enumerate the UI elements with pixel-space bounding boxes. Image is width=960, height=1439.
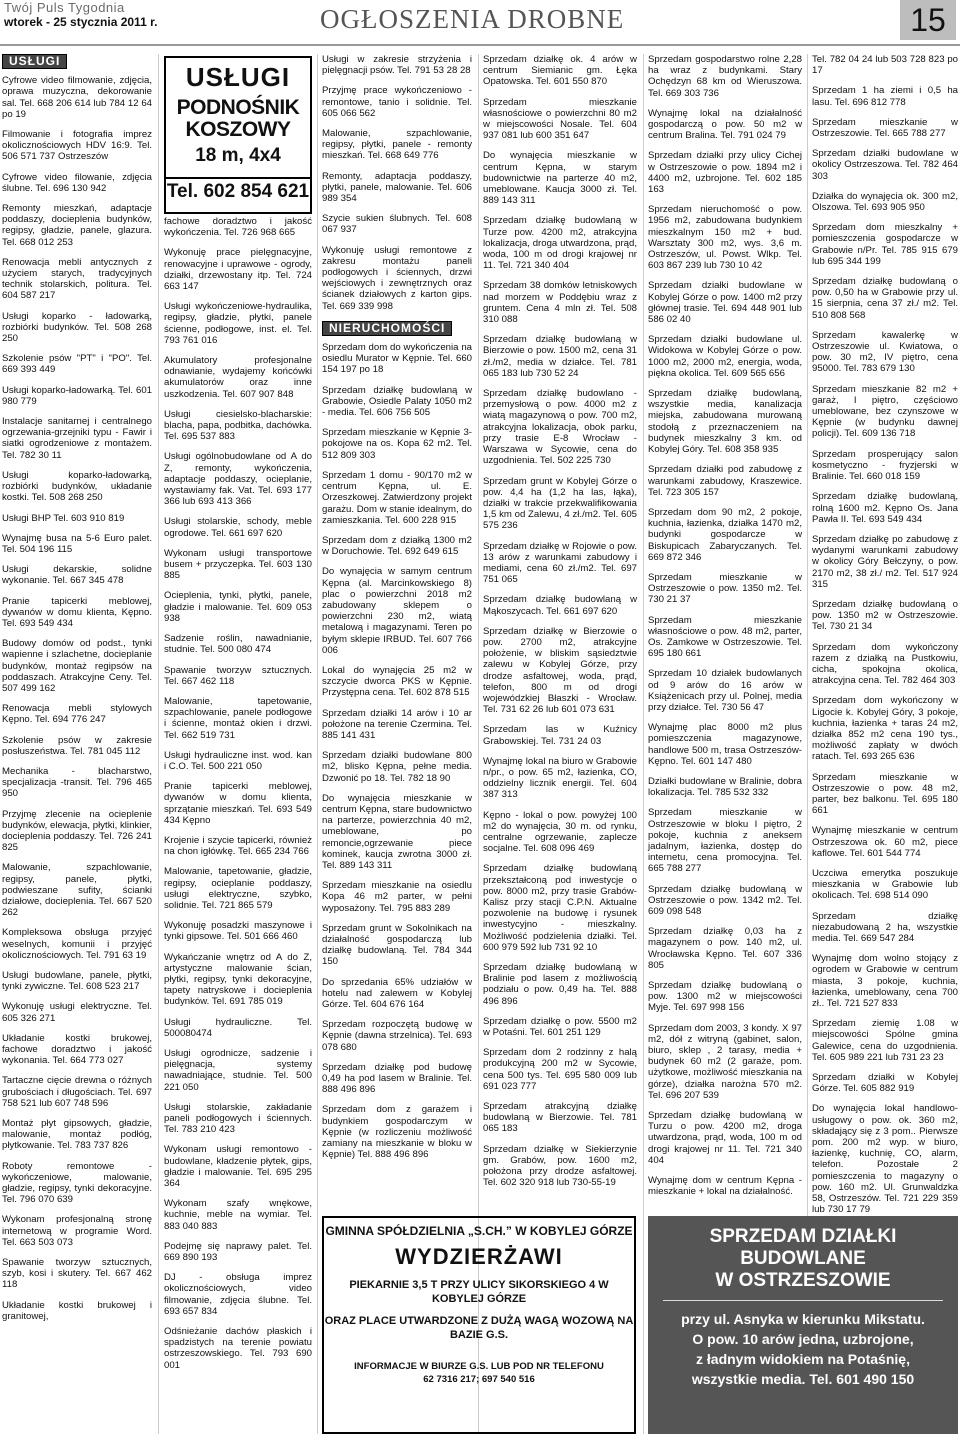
classified-ad: Do wynajęcia mieszkanie w centrum Kępna, w starym budownictwie na parterze 40 m2, umeblowane. Kaucja 3000 zł. Tel. 889 143 311 xyxy=(483,150,637,207)
podnosnik-ad xyxy=(164,56,312,214)
classified-ad: Sprzedam działkę ok. 4 arów w centrum Siemianic gm. Łęka Opatowska. Tel. 601 550 870 xyxy=(483,54,637,88)
ad-spec: 18 m, 4x4 xyxy=(195,145,281,166)
ad-phone: 62 7316 217; 697 540 516 xyxy=(423,1374,535,1385)
classified-ad: Budowy domów od podst., tynki wapienne i szlachetne, docieplanie budynków, montaż regipsów na poddaszach. Atrakcyjne Ceny. Tel. 507 499 162 xyxy=(2,638,152,694)
ad-subheading: PODNOŚNIK KOSZOWY xyxy=(176,96,300,141)
classified-ad: Sprzedam dom 2 rodzinny z halą produkcyjną 200 m2 w Sycowie, cena 500 tys. Tel. 695 580 009 lub 691 023 777 xyxy=(483,1047,637,1092)
classified-ad: Malowanie, tapetowanie, szpachlowanie, panele podłogowe i ścienne, montaż okien i drzwi. Tel. 662 519 731 xyxy=(164,695,312,741)
ad-heading: SPRZEDAM DZIAŁKI BUDOWLANE xyxy=(709,1226,897,1269)
classified-ad: Sprzedam mieszkanie własnościowe o pow. 48 m2, parter, Os. Zamkowe w Ostrzeszowie. Tel. 695 180 661 xyxy=(648,614,802,660)
ad-line: O pow. 10 arów jedna, uzbrojone, xyxy=(692,1331,914,1347)
classified-ad: fachowe doradztwo i jakość wykończenia. Tel. 726 968 665 xyxy=(164,216,312,239)
classified-ad: Sprzedam mieszkanie własnościowe o powierzchni 80 m2 w miejscowości Nosale. Tel. 604 937 081 lub 600 351 647 xyxy=(483,96,637,142)
classified-ad: Wynajmę mieszkanie w centrum Ostrzeszowa ok. 60 m2, piece kaflowe. Tel. 601 544 774 xyxy=(812,825,958,859)
classified-ad: Malowanie, tapetowanie, gładzie, regipsy, ocieplanie poddaszy, usługi elektryczne, szybko, solidnie. Tel. 721 865 579 xyxy=(164,866,312,911)
classified-ad: Sprzedam działkę budowlaną przekształconą pod inwestycje o pow. 8000 m2, przy trasie Grabów- Kalisz przy stacji C.P.N. Aktualne pozwolenie na budowę i rysunek inwestycyjno - mieszkalny. Możliwość podzielenia działki. Tel. 600 979 592 lub 731 92 10 xyxy=(483,863,637,953)
classified-ad: Sprzedam mieszkanie w Ostrzeszowie o pow. 48 m2, parter, bez balkonu. Tel. 695 180 661 xyxy=(812,771,958,817)
ad-separator xyxy=(663,1300,943,1301)
classified-ad: Sadzenie roślin, nawadnianie, studnie. Tel. 500 080 474 xyxy=(164,633,312,656)
classified-ad: Renowacja mebli stylowych Kępno. Tel. 694 776 247 xyxy=(2,703,152,726)
classified-ad: Sprzedam grunt w Kobylej Górze o pow. 4,4 ha (1,2 ha las, łąka), działki w trakcie przekwalifikowania 1,5 km od Zalewu, 4 zł./m2. Tel. 605 575 236 xyxy=(483,475,637,532)
classified-ad: Wykonuję usługi elektryczne. Tel. 605 326 271 xyxy=(2,1001,152,1024)
nieruchomosci-label: NIERUCHOMOŚCI xyxy=(322,321,452,336)
ad-list xyxy=(322,342,472,1160)
ad-subheading: W OSTRZESZOWIE xyxy=(715,1270,891,1291)
classified-ad: Tel. 782 04 24 lub 503 728 823 po 17 xyxy=(812,54,958,77)
classified-ad: Sprzedam ziemię 1.08 w miejscowości Spólne gmina Galewice, cena do uzgodnienia. Tel. 605 989 221 lub 731 23 23 xyxy=(812,1018,958,1063)
classified-ad: Do wynajęcia mieszkanie w centrum Kępna, stare budownictwo na parterze, powierzchnia 40 m2, umeblowane, po remoncie,ogrzewanie piece kominek, kaucja zwrotna 3000 zł. Tel. 889 143 311 xyxy=(322,792,472,871)
classified-ad: Krojenie i szycie tapicerki, również na chon igłówkę. Tel. 665 234 766 xyxy=(164,834,312,858)
classified-ad: Sprzedam działkę budowlaną o pow. 1300 m2 w miejscowości Myje. Tel. 697 998 156 xyxy=(648,980,802,1014)
classified-ad: Sprzedam dom do wykończenia na osiedlu Murator w Kępnie. Tel. 660 154 197 po 18 xyxy=(322,342,472,376)
classified-ad: Usługi koparko-ładowarką, rozbiórki budynków, układanie kostki. Tel. 508 268 250 xyxy=(2,469,152,504)
classified-ad: Sprzedam działki przy ulicy Cichej w Ostrzeszowie o pow. 1894 m2 i 4400 m2, uzbrojone. Tel. 602 185 163 xyxy=(648,150,802,196)
classified-ad: Sprzedam dom z działką 1300 m2 w Doruchowie. Tel. 692 649 615 xyxy=(322,534,472,558)
classified-ad: Usługi stolarskie, schody, meble ogrodowe. Tel. 661 697 620 xyxy=(164,516,312,539)
classified-ad: Usługi hydrauliczne. Tel. 500080474 xyxy=(164,1016,312,1039)
issue-date: wtorek - 25 stycznia 2011 r. xyxy=(4,15,158,29)
classified-ad: Renowacja mebli antycznych z użyciem starych, tradycyjnych technik stolarskich, politura. Tel. 604 587 217 xyxy=(2,256,152,302)
classified-ad: Sprzedam kawalerkę w Ostrzeszowie ul. Kwiatowa, o pow. 30 m2, IV piętro, cena 95000. Tel. 783 679 130 xyxy=(812,329,958,375)
column-divider xyxy=(158,54,159,1434)
classified-ad: Sprzedam działkę budowlano - przemysłową o pow. 4000 m2 z wiatą magazynową o pow. 700 m2, atrakcyjna lokalizacja, obok parku, przy trasie E-8 Wrocław - Warszawa w Sycowie, cena do uzgodnienia. Tel. 502 225 730 xyxy=(483,388,637,467)
classified-ad: Sprzedam las w Kuźnicy Grabowskiej. Tel. 731 24 03 xyxy=(483,724,637,747)
ad-line: wszystkie media. Tel. 601 490 150 xyxy=(691,1371,915,1387)
classified-ad: Usługi hydrauliczne inst. wod. kan i C.O. Tel. 500 221 050 xyxy=(164,749,312,772)
column-divider xyxy=(317,54,318,1434)
classified-ad: Filmowanie i fotografia imprez okolicznościowych HDV 16:9. Tel. 506 571 737 Ostrzeszów xyxy=(2,129,152,163)
classified-ad: Lokal do wynajęcia 25 m2 w szczycie dworca PKS w Kępnie. Przystępna cena. Tel. 602 878 515 xyxy=(322,664,472,699)
classified-ad: Sprzedam działkę pod budowę 0,49 ha pod lasem w Bralinie. Tel. 888 496 896 xyxy=(322,1061,472,1096)
classified-ad: Sprzedam działkę budowlaną w Bralinie pod lasem z możliwością podziału o pow. 0,49 ha. Tel. 888 496 896 xyxy=(483,962,637,1007)
classified-ad: Sprzedam działkę w Rojowie o pow. 13 arów z warunkami zabudowy i mediami, cena 60 zł./m2. Tel. 697 751 065 xyxy=(483,540,637,586)
column-divider xyxy=(643,54,644,1434)
classified-ad: Sprzedam mieszkanie 82 m2 + garaż, I piętro, częściowo umeblowane, bez czynszowe w Kępnie (w budynku dawnej policji). Tel. 609 136 718 xyxy=(812,383,958,440)
classified-ad: Działki budowlane w Bralinie, dobra lokalizacja. Tel. 785 532 332 xyxy=(648,775,802,799)
classified-ad: Sprzedam rozpoczętą budowę w Kępnie (dawna strzelnica). Tel. 693 078 680 xyxy=(322,1019,472,1053)
classified-ad: Cyfrowe video filowanie, zdjęcia ślubne. Tel. 696 130 942 xyxy=(2,171,152,194)
classified-ad: Sprzedam działkę budowlaną w Bierzowie o pow. 1500 m2, cena 31 zł./m2, media w działce. Tel. 781 065 183 lub 730 52 24 xyxy=(483,334,637,379)
classified-ad: Usługi w zakresie strzyżenia i pielęgnacji psów. Tel. 791 53 28 28 xyxy=(322,54,472,77)
classified-ad: Sprzedam działkę budowlaną o pow. 0,50 ha w Grabowie przy ul. 15 sierpnia, cena 37 zł./ m2. Tel. 510 808 568 xyxy=(812,276,958,321)
classified-ad: Sprzedam mieszkanie na osiedlu Kopa 46 m2 parter, w pełni wyposażony. Tel. 795 883 289 xyxy=(322,880,472,914)
ad-offer-2: ORAZ PLACE UTWARDZONE Z DUŻĄ WAGĄ WOZOWĄ NA BAZIE G.S. xyxy=(324,1315,634,1341)
classified-ad: Sprzedam dom 90 m2, 2 pokoje, kuchnia, łazienka, działka 1470 m2, budynki gospodarcze w Biskupicach Zabaryczanych. Tel. 669 872 346 xyxy=(648,506,802,563)
classified-ad: Sprzedam działki budowlane w Kobylej Górze o pow. 1400 m2 przy głównej trasie. Tel. 694 448 901 lub 586 02 40 xyxy=(648,280,802,326)
classified-ad: Sprzedam mieszkanie w Ostrzeszowie w bloku I piętro, 2 pokoje, kuchnia z aneksem jadalnym, łazienka, dostęp do internetu, cena promocyjna. Tel. 665 788 277 xyxy=(648,807,802,875)
classified-ad: Ocieplenia, tynki, płytki, panele, gładzie i malowanie. Tel. 609 053 938 xyxy=(164,590,312,624)
classified-ad: Remonty mieszkań, adaptacje poddaszy, docieplenia budynków, regipsy, gładzie, panele, glazura. Tel. 668 012 253 xyxy=(2,203,152,248)
classified-ad: Sprzedam gospodarstwo rolne 2,28 ha wraz z budynkami. Stary Ochędzyn 68 km od Wieruszowa. Tel. 669 303 736 xyxy=(648,54,802,99)
column-3 xyxy=(322,54,472,1161)
classified-ad: Wykonuję prace pielęgnacyjne, renowacyjne i uprawowe - ogrody, działki, drzewostany itp. Tel. 724 663 147 xyxy=(164,247,312,293)
classified-ad: Wynajmę dom w centrum Kępna - mieszkanie + lokal na działalność. xyxy=(648,1175,802,1198)
classified-ad: Cyfrowe video filmowanie, zdjęcia, oprawa muzyczna, dekorowanie sal. Tel. 668 206 614 lub 784 12 64 po 19 xyxy=(2,75,152,120)
classified-ad: Usługi stolarskie, zakładanie paneli podłogowych i ściennych. Tel. 783 210 423 xyxy=(164,1101,312,1136)
classified-ad: Wynajmę dom wolno stojący z ogrodem w Grabowie w centrum miasta, 3 pokoje, kuchnia, łazienka, umeblowany, cena 700 zł.. Tel. 721 527 833 xyxy=(812,953,958,1010)
classified-ad: Malowanie, szpachlowanie, regipsy, płytki, panele - remonty mieszkań. Tel. 668 649 776 xyxy=(322,128,472,162)
classified-ad: Do wynajęcia w samym centrum Kępna (al. Marcinkowskiego 8) plac o powierzchni 2018 m2 zabudowany sklepem o powierzchni 230 m2, wiatą metalową i magazynami. Teren po byłym sklepie IRBUD. Tel. 607 766 006 xyxy=(322,566,472,656)
classified-ad: DJ - obsługa imprez okolicznościowych, video filmowanie, zdjęcia ślubne. Tel. 693 657 834 xyxy=(164,1272,312,1317)
classified-ad: Roboty remontowe - wykończeniowe, malowanie, gładzie, regipsy, tynki dekoracyjne. Tel. 796 070 639 xyxy=(2,1160,152,1206)
ad-list xyxy=(322,54,472,312)
classified-ad: Do sprzedania 65% udziałów w hotelu nad zalewem w Kobylej Górze. Tel. 604 676 164 xyxy=(322,976,472,1011)
ad-list xyxy=(164,216,312,1371)
classified-ad: Spawanie tworzyw sztucznych, szyb, kosi i skutery. Tel. 667 462 118 xyxy=(2,1257,152,1291)
page-header xyxy=(0,0,960,44)
classified-ad: Przyjmę prace wykończeniowo - remontowe, tanio i solidnie. Tel. 605 066 562 xyxy=(322,85,472,119)
classified-ad: Sprzedam dom wykończony w Ligocie k. Kobylej Góry, 3 pokoje, kuchnia, łazienka + taras 24 m2, działka 852 m2 cena 190 tys., możliwość zapłaty w dwóch ratach. Tel. 693 265 636 xyxy=(812,695,958,763)
classified-ad: Przyjmę zlecenie na ocieplenie budynków, elewacja, płytki, klinkier, docieplenia poddaszy. Tel. 726 241 825 xyxy=(2,808,152,854)
classified-ad: Pranie tapicerki meblowej, dywanów w domu klienta, Kępno. Tel. 693 549 434 xyxy=(2,595,152,629)
ad-info: INFORMACJE W BIURZE G.S. LUB POD NR TELEFONU xyxy=(354,1361,604,1372)
classified-ad: Sprzedam działki w Kobylej Górze. Tel. 605 882 919 xyxy=(812,1072,958,1095)
classified-ad: Tartaczne cięcie drewna o różnych grubościach i długościach. Tel. 697 758 521 lub 607 748 596 xyxy=(2,1075,152,1109)
classified-ad: Sprzedam działkę budowlaną w Turze pow. 4200 m2, atrakcyjna lokalizacja, droga utwardzona, prąd, woda, 100 m od drogi krajowej nr 11. Tel. 721 340 404 xyxy=(483,215,637,272)
classified-ad: Sprzedam atrakcyjną działkę budowlaną w Bierzowie. Tel. 781 065 183 xyxy=(483,1101,637,1135)
classified-ad: Sprzedam 38 domków letniskowych nad morzem w Poddębiu wraz z gruntem. Cena 4 mln zł. Tel. 508 310 088 xyxy=(483,280,637,326)
column-1 xyxy=(2,54,152,1434)
classified-ad: Układanie kostki brukowej i granitowej, xyxy=(2,1299,152,1322)
classified-ad: Szkolenie psów "PT" i "PO". Tel. 669 393 449 xyxy=(2,353,152,376)
classified-ad: Szkolenie psów w zakresie posłuszeństwa. Tel. 781 045 112 xyxy=(2,734,152,757)
classified-ad: Sprzedam działkę w Bierzowie o pow. 2700 m2, atrakcyjne położenie, w bliskim sąsiedztwie zalewu w Kobylej Górze, przy drodze asfaltowej, woda, prąd, telefon, 800 m od drogi wojewódzkiej Błaszki - Wrocław. Tel. 731 62 26 lub 601 073 631 xyxy=(483,625,637,716)
classified-ad: Wynajmę plac 8000 m2 plus pomieszczenia magazynowe, handlowe 500 m, trasa Ostrzeszów- Kępno. Tel. 601 147 480 xyxy=(648,722,802,767)
classified-ad: Usługi ciesielsko-blacharskie: blacha, papa, podbitka, dachówka. Tel. 695 537 883 xyxy=(164,408,312,443)
classified-ad: Usługi wykończeniowe-hydraulika, regipsy, gładzie, płytki, panele ścienne, podłogowe, inst. el. Tel. 793 761 016 xyxy=(164,301,312,346)
classified-ad: Usługi koparko - ładowarką, rozbiórki budynków. Tel. 508 268 250 xyxy=(2,310,152,345)
classified-ad: Kompleksowa obsługa przyjęć weselnych, komunii i przyjęć okolicznościowych. Tel. 791 63 19 xyxy=(2,927,152,961)
classified-ad: Sprzedam działki 14 arów i 10 ar położone na terenie Czermina. Tel. 885 141 431 xyxy=(322,707,472,741)
classified-ad: Sprzedam mieszkanie w Ostrzeszowie o pow. 1350 m2. Tel. 730 21 37 xyxy=(648,571,802,606)
classified-ad: Sprzedam 1 ha ziemi i 0,5 ha lasu. Tel. 696 812 778 xyxy=(812,85,958,108)
ad-list xyxy=(812,54,958,1215)
classified-ad: Wykonam szafy wnękowe, kuchnie, meble na wymiar. Tel. 883 040 883 xyxy=(164,1198,312,1232)
classified-ad: Sprzedam grunt w Sokolnikach na działalność gospodarczą lub działkę budowlaną. Tel. 784 344 150 xyxy=(322,922,472,968)
section-title: OGŁOSZENIA DROBNE xyxy=(320,4,625,34)
classified-ad: Sprzedam działkę 0,03 ha z magazynem o pow. 140 m2, ul. Wrocławska Kępno. Tel. 607 336 805 xyxy=(648,926,802,971)
classified-ad: Układanie kostki brukowej, fachowe doradztwo i jakość wykonania. Tel. 664 773 027 xyxy=(2,1032,152,1067)
classified-ad: Sprzedam działkę budowlaną o pow. 1350 m2 w Ostrzeszowie. Tel. 730 21 34 xyxy=(812,598,958,633)
classified-ad: Akumulatory profesjonalne odnawianie, wydajemy końcówki akumulatorów oraz inne uszkodzenia. Tel. 607 907 848 xyxy=(164,355,312,400)
classified-ad: Spawanie tworzyw sztucznych. Tel. 667 462 118 xyxy=(164,664,312,687)
classified-ad: Malowanie, szpachlowanie, regipsy, panele, płytki, podwieszane sufity, ścianki działowe, docieplenia. Tel. 667 520 262 xyxy=(2,862,152,919)
classified-ad: Wykańczanie wnętrz od A do Z, artystyczne malowanie ścian, płytki, regipsy, tynki dekoracyjne, tapety natryskowe i docieplenia budynków. Tel. 691 785 019 xyxy=(164,951,312,1008)
classified-ad: Wykonam usługi remontowo - budowlane, kładzenie płytek, gips, gładzie i malowanie. Tel. 695 295 364 xyxy=(164,1144,312,1190)
classified-ad: Sprzedam prosperujący salon kosmetyczno - fryzjerski w Bralinie. Tel. 660 018 159 xyxy=(812,448,958,483)
classified-ad: Instalacje sanitarnej i centralnego ogrzewania-grzejniki typu - Fawir i siatki ogrodzeniowe z montażem. Tel. 782 30 11 xyxy=(2,416,152,461)
cooperative-lease-ad xyxy=(322,1216,636,1434)
ad-list xyxy=(483,54,637,1188)
classified-ad: Sprzedam działkę budowlaną w Ostrzeszowie o pow. 1342 m2. Tel. 609 098 548 xyxy=(648,883,802,917)
classified-ad: Usługi koparko-ładowarką. Tel. 601 980 779 xyxy=(2,384,152,407)
classified-ad: Sprzedam dom mieszkalny + pomieszczenia gospodarcze w Grabowie n/Pr. Tel. 785 915 679 lub 695 344 199 xyxy=(812,222,958,267)
ad-heading: WYDZIERŻAWI xyxy=(395,1244,563,1269)
ad-line: przy ul. Asnyka w kierunku Mikstatu. xyxy=(681,1311,925,1327)
newspaper-brand: Twój Puls Tygodnia xyxy=(4,0,125,15)
classified-ad: Usługi ogrodnicze, sadzenie i pielęgnacja, systemy nawadniające, studnie. Tel. 500 221 050 xyxy=(164,1047,312,1093)
classified-ad: Sprzedam działki budowlane ul. Widokowa w Kobylej Górze o pow. 1000 m2, 2000 m2, energia, woda, piękna okolica. Tel. 609 565 656 xyxy=(648,334,802,379)
classified-ad: Sprzedam działkę w Siekierzynie gm. Grabów, pow. 1600 m2, położona przy drodze asfaltowej. Tel. 602 320 918 lub 730-55-19 xyxy=(483,1143,637,1189)
classified-ad: Wykonuję posadzki maszynowe i tynki gipsowe. Tel. 501 666 460 xyxy=(164,920,312,943)
ad-list xyxy=(648,54,802,1197)
column-4 xyxy=(483,54,637,1214)
land-sale-ad xyxy=(648,1216,958,1434)
ad-offer-1: PIEKARNIE 3,5 T PRZY ULICY SIKORSKIEGO 4 W KOBYLEJ GÓRZE xyxy=(349,1279,609,1305)
classified-ad: Montaż płyt gipsowych, gładzie, malowanie, montaż podłóg, płytkowanie. Tel. 783 737 826 xyxy=(2,1118,152,1152)
classified-ad: Wykonam usługi transportowe busem + przyczepka. Tel. 603 130 885 xyxy=(164,547,312,582)
classified-ad: Sprzedam 1 domu - 90/170 m2 w centrum Kępna, ul. E. Orzeszkowej. Zatwierdzony projekt garażu. Dom w stanie idealnym, do zamieszkania. Tel. 600 228 915 xyxy=(322,469,472,526)
classified-ad: Pranie tapicerki meblowej, dywanów w domu klienta, sprzątanie mieszkań. Tel. 693 549 434 Kępno xyxy=(164,781,312,826)
classified-ad: Sprzedam działkę budowlaną w Grabowie, Osiedle Palaty 1050 m2 - media. Tel. 606 756 505 xyxy=(322,384,472,419)
ad-line: z ładnym widokiem na Potaśnię, xyxy=(696,1351,910,1367)
column-2 xyxy=(164,216,312,1436)
classified-ad: Sprzedam działkę po zabudowę z wydanymi warunkami zabudowy w okolicy Góry Bełczyny, o pow. 2170 m2, 38 zł./ m2. Tel. 517 924 315 xyxy=(812,533,958,590)
classified-ad: Wynajmę lokal na biuro w Grabowie n/pr., o pow. 65 m2, łazienka, CO, oddzielny licznik energii. Tel. 604 387 313 xyxy=(483,755,637,801)
ad-company: GMINNA SPÓŁDZIELNIA „S.CH.” W KOBYLEJ GÓRZE xyxy=(325,1224,633,1238)
classified-ad: Sprzedam nieruchomość o pow. 1956 m2, zabudowana budynkiem mieszkalnym 150 m2 + bud. Warsztaty 300 m2, wys. 3,6 m. Ostrzeszów, ul. Powst. Wlkp. Tel. 603 867 239 lub 730 10 42 xyxy=(648,204,802,272)
classified-ad: Sprzedam dom wykończony razem z działką na Pustkowiu, cicha, spokojna okolica, atrakcyjna cena. Tel. 782 464 303 xyxy=(812,641,958,687)
ad-heading: USŁUGI xyxy=(185,62,291,92)
classified-ad: Remonty, adaptacja poddaszy, płytki, panele, malowanie. Tel. 606 989 354 xyxy=(322,170,472,205)
classified-ad: Sprzedam dom z garażem i budynkiem gospodarczym w Kępnie (w rozliczeniu możliwość zamiany na mieszkanie w bloku w Kępnie) Tel. 888 496 896 xyxy=(322,1104,472,1161)
classified-ad: Sprzedam działkę o pow. 5500 m2 w Potaśni. Tel. 601 251 129 xyxy=(483,1015,637,1039)
classified-ad: Wykonam profesjonalną stronę internetową w programie Word. Tel. 663 503 073 xyxy=(2,1214,152,1248)
classified-ad: Sprzedam działkę budowlaną w Turzu o pow. 4200 m2, droga utwardzona, prąd, woda, 100 m od drogi krajowej nr 11. Tel. 721 340 404 xyxy=(648,1110,802,1166)
classified-ad: Uczciwa emerytka poszukuje mieszkania w Grabowie lub okolicach. Tel. 698 514 090 xyxy=(812,867,958,902)
classified-ad: Usługi budowlane, panele, płytki, tynki zywiczne. Tel. 608 523 217 xyxy=(2,970,152,993)
classified-ad: Wykonuję usługi remontowe z zakresu montażu paneli podłogowych i ściennych, drzwi wejściowych i zewnętrznych oraz ścianek działowych z karton gips. Tel. 669 339 998 xyxy=(322,244,472,312)
header-rule xyxy=(0,44,960,46)
classified-ad: Sprzedam 10 działek budowlanych od 9 arów do 16 arów w Książenicach przy ul. Polnej, media przy działce. Tel. 730 56 47 xyxy=(648,668,802,713)
ad-list xyxy=(2,75,152,1322)
classified-ad: Wynajmę busa na 5-6 Euro palet. Tel. 504 196 115 xyxy=(2,532,152,555)
page-number: 15 xyxy=(900,0,956,40)
classified-ad: Sprzedam działki pod zabudowę z warunkami zabudowy, Kraszewice. Tel. 723 305 157 xyxy=(648,464,802,498)
classified-ad: Sprzedam mieszkanie w Kępnie 3-pokojowe na os. Kopa 62 m2. Tel. 512 809 303 xyxy=(322,427,472,461)
classified-ad: Sprzedam działkę niezabudowaną 2 ha, wszystkie media. Tel. 669 547 284 xyxy=(812,910,958,944)
classified-ad: Usługi ogólnobudowlane od A do Z, remonty, wykończenia, adaptacje poddaszy, ocieplanie, wystawiamy fak. Vat. Tel. 693 177 366 lub 693 413 366 xyxy=(164,451,312,508)
classified-ad: Działka do wynajęcia ok. 300 m2, Olszowa. Tel. 693 905 950 xyxy=(812,190,958,214)
classified-ad: Sprzedam mieszkanie w Ostrzeszowie. Tel. 665 788 277 xyxy=(812,116,958,140)
classified-ad: Sprzedam działkę budowlaną, wszystkie media, kanalizacja miejska, zabudowana murowaną stodołą z przeznaczeniem na budynek mieszkalny 3 km. od Kobylej Góry. Tel. 608 358 935 xyxy=(648,388,802,456)
classified-ad: Usługi dekarskie, solidne wykonanie. Tel. 667 345 478 xyxy=(2,564,152,587)
column-5 xyxy=(648,54,802,1214)
classified-ad: Sprzedam działki budowlane w okolicy Ostrzeszowa. Tel. 782 464 303 xyxy=(812,148,958,182)
uslugi-label: USŁUGI xyxy=(2,54,67,69)
classified-ad: Odśnieżanie dachów płaskich i spadzistych na terenie powiatu ostrzeszowskiego. Tel. 793 690 001 xyxy=(164,1326,312,1371)
column-6 xyxy=(812,54,958,1214)
classified-ad: Usługi BHP Tel. 603 910 819 xyxy=(2,512,125,524)
classified-ad: Kępno - lokal o pow. powyżej 100 m2 do wynajęcia, 30 m. od rynku, centralne ogrzewanie, zaplecze socjalne. Tel. 608 096 469 xyxy=(483,809,637,855)
classified-ad: Sprzedam działkę budowlaną, rolną 1600 m2. Kępno Os. Jana Pawła II. Tel. 693 549 434 xyxy=(812,491,958,525)
classified-ad: Wynajmę lokal na działalność gospodarczą o pow. 50 m2 w centrum Bralina. Tel. 791 024 79 xyxy=(648,107,802,142)
ad-phone: Tel. 602 854 621 xyxy=(166,177,310,203)
classified-ad: Do wynajęcia lokal handlowo-usługowy o pow. ok. 360 m2, składający się z 3 pom.. Pierwsze pom. 200 m2 wyp. w biuro, łazienkę, kuchnię, CO, alarm, telefon. Pozostałe 2 pomieszczenia to magazyny o pow. 160 m2. Ul. Grunwaldzka 58, Ostrzeszów. Tel. 721 229 359 lub 730 17 79 xyxy=(812,1103,958,1216)
classified-ad: Sprzedam dom 2003, 3 kondy. X 97 m2, dół z witryną (gabinet, salon, biuro, sklep , 2 tarasy, media + budynek 60 m2 (2 garaże, pom. użytkowe, możliwość mieszkania na górze), działka narożna 570 m2. Tel. 696 207 539 xyxy=(648,1022,802,1101)
classified-ad: Sprzedam działki budowlane 800 m2, blisko Kępna, pełne media. Dzwonić po 18. Tel. 782 18 90 xyxy=(322,750,472,784)
classified-ad: Mechanika - blacharstwo, specjalizacja -transit. Tel. 796 465 950 xyxy=(2,765,152,800)
classified-ad: Podejmę się naprawy palet. Tel. 669 890 193 xyxy=(164,1240,312,1264)
classified-ad: Sprzedam działkę budowlaną w Mąkoszycach. Tel. 661 697 620 xyxy=(483,594,637,617)
classified-ad: Szycie sukien ślubnych. Tel. 608 067 937 xyxy=(322,213,472,236)
